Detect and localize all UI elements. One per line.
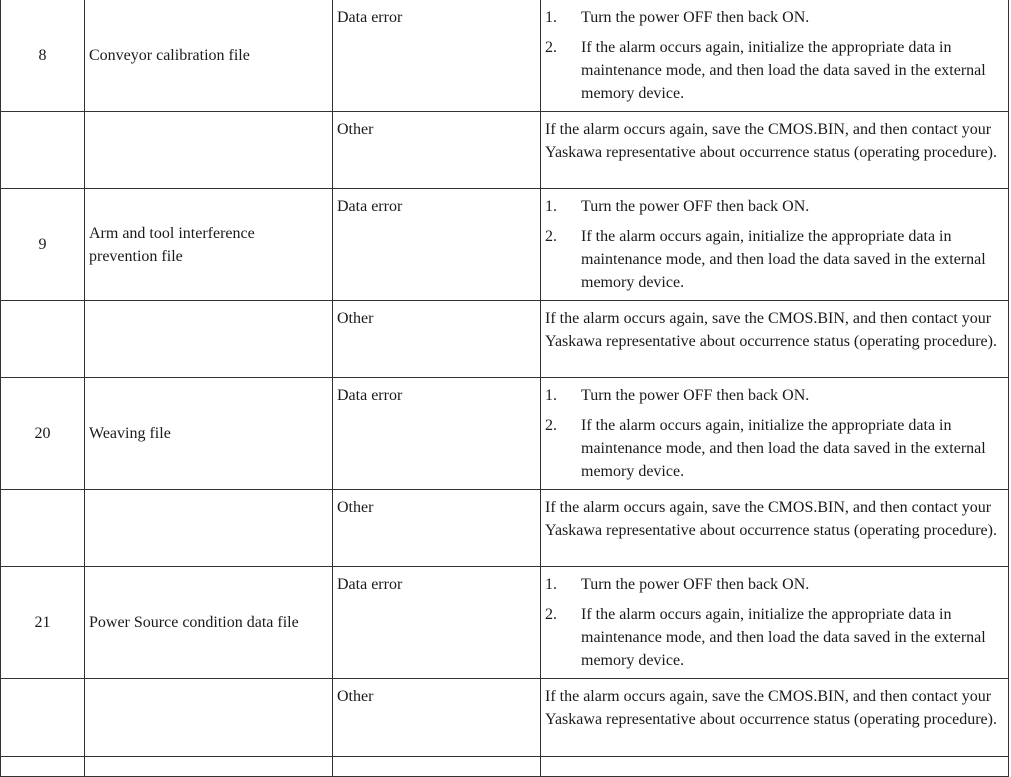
- remedy-step: [545, 384, 1004, 407]
- table-row: [1, 0, 1009, 112]
- empty-cell: [1, 757, 85, 777]
- error-type: Data error: [333, 189, 541, 301]
- remedy-steps: [545, 573, 1004, 672]
- remedy-text: If the alarm occurs again, save the CMOS.BIN, and then contact your Yaskawa representative about occurrence status (operating procedure).: [541, 490, 1009, 567]
- error-type: Other: [333, 301, 541, 378]
- empty-cell: [85, 112, 333, 189]
- error-type: Other: [333, 679, 541, 757]
- remedy-text: If the alarm occurs again, save the CMOS.BIN, and then contact your Yaskawa representative about occurrence status (operating procedure).: [541, 679, 1009, 757]
- step-text: If the alarm occurs again, initialize the appropriate data in maintenance mode, and then load the data saved in the external memory device.: [581, 39, 986, 102]
- empty-cell: [1, 679, 85, 757]
- empty-cell: [1, 490, 85, 567]
- table-row: [1, 189, 1009, 301]
- file-name: Weaving file: [85, 378, 333, 490]
- table-row: [1, 378, 1009, 490]
- file-name: Arm and tool interference prevention file: [85, 189, 333, 301]
- step-number: 2.: [545, 606, 557, 623]
- file-number: 20: [1, 378, 85, 490]
- step-number: 1.: [545, 9, 557, 26]
- remedy-steps: [545, 195, 1004, 294]
- remedy-cell: [541, 567, 1009, 679]
- step-text: Turn the power OFF then back ON.: [581, 198, 810, 215]
- remedy-step: [545, 225, 1004, 294]
- remedy-step: [545, 195, 1004, 218]
- error-type: Other: [333, 490, 541, 567]
- file-number: 9: [1, 189, 85, 301]
- empty-cell: [1, 301, 85, 378]
- empty-cell: [1, 112, 85, 189]
- step-number: 2.: [545, 417, 557, 434]
- remedy-step: [545, 414, 1004, 483]
- step-number: 1.: [545, 198, 557, 215]
- empty-cell: [85, 757, 333, 777]
- remedy-text: If the alarm occurs again, save the CMOS.BIN, and then contact your Yaskawa representative about occurrence status (operating procedure).: [541, 112, 1009, 189]
- remedy-step: [545, 573, 1004, 596]
- remedy-text: If the alarm occurs again, save the CMOS.BIN, and then contact your Yaskawa representative about occurrence status (operating procedure).: [541, 301, 1009, 378]
- file-number: 8: [1, 0, 85, 112]
- empty-cell: [85, 679, 333, 757]
- error-type: Other: [333, 112, 541, 189]
- remedy-cell: [541, 378, 1009, 490]
- step-number: 1.: [545, 387, 557, 404]
- remedy-steps: [545, 384, 1004, 483]
- remedy-step: [545, 36, 1004, 105]
- remedy-step: [545, 6, 1004, 29]
- error-type: Data error: [333, 567, 541, 679]
- step-number: 1.: [545, 576, 557, 593]
- step-number: 2.: [545, 228, 557, 245]
- table-row: [1, 757, 1009, 777]
- error-type: Data error: [333, 378, 541, 490]
- remedy-steps: [545, 6, 1004, 105]
- empty-cell: [85, 490, 333, 567]
- remedy-cell: [541, 189, 1009, 301]
- table-row: [1, 679, 1009, 757]
- remedy-cell: [541, 0, 1009, 112]
- step-text: Turn the power OFF then back ON.: [581, 387, 810, 404]
- file-name: Power Source condition data file: [85, 567, 333, 679]
- step-text: If the alarm occurs again, initialize the appropriate data in maintenance mode, and then load the data saved in the external memory device.: [581, 606, 986, 669]
- empty-cell: [333, 757, 541, 777]
- step-text: If the alarm occurs again, initialize the appropriate data in maintenance mode, and then load the data saved in the external memory device.: [581, 228, 986, 291]
- empty-cell: [85, 301, 333, 378]
- step-text: Turn the power OFF then back ON.: [581, 576, 810, 593]
- file-number: 21: [1, 567, 85, 679]
- table-row: [1, 301, 1009, 378]
- step-text: If the alarm occurs again, initialize the appropriate data in maintenance mode, and then load the data saved in the external memory device.: [581, 417, 986, 480]
- remedy-step: [545, 603, 1004, 672]
- table-row: [1, 112, 1009, 189]
- step-text: Turn the power OFF then back ON.: [581, 9, 810, 26]
- error-type: Data error: [333, 0, 541, 112]
- table-row: [1, 567, 1009, 679]
- empty-cell: [541, 757, 1009, 777]
- file-name: Conveyor calibration file: [85, 0, 333, 112]
- step-number: 2.: [545, 39, 557, 56]
- table-row: [1, 490, 1009, 567]
